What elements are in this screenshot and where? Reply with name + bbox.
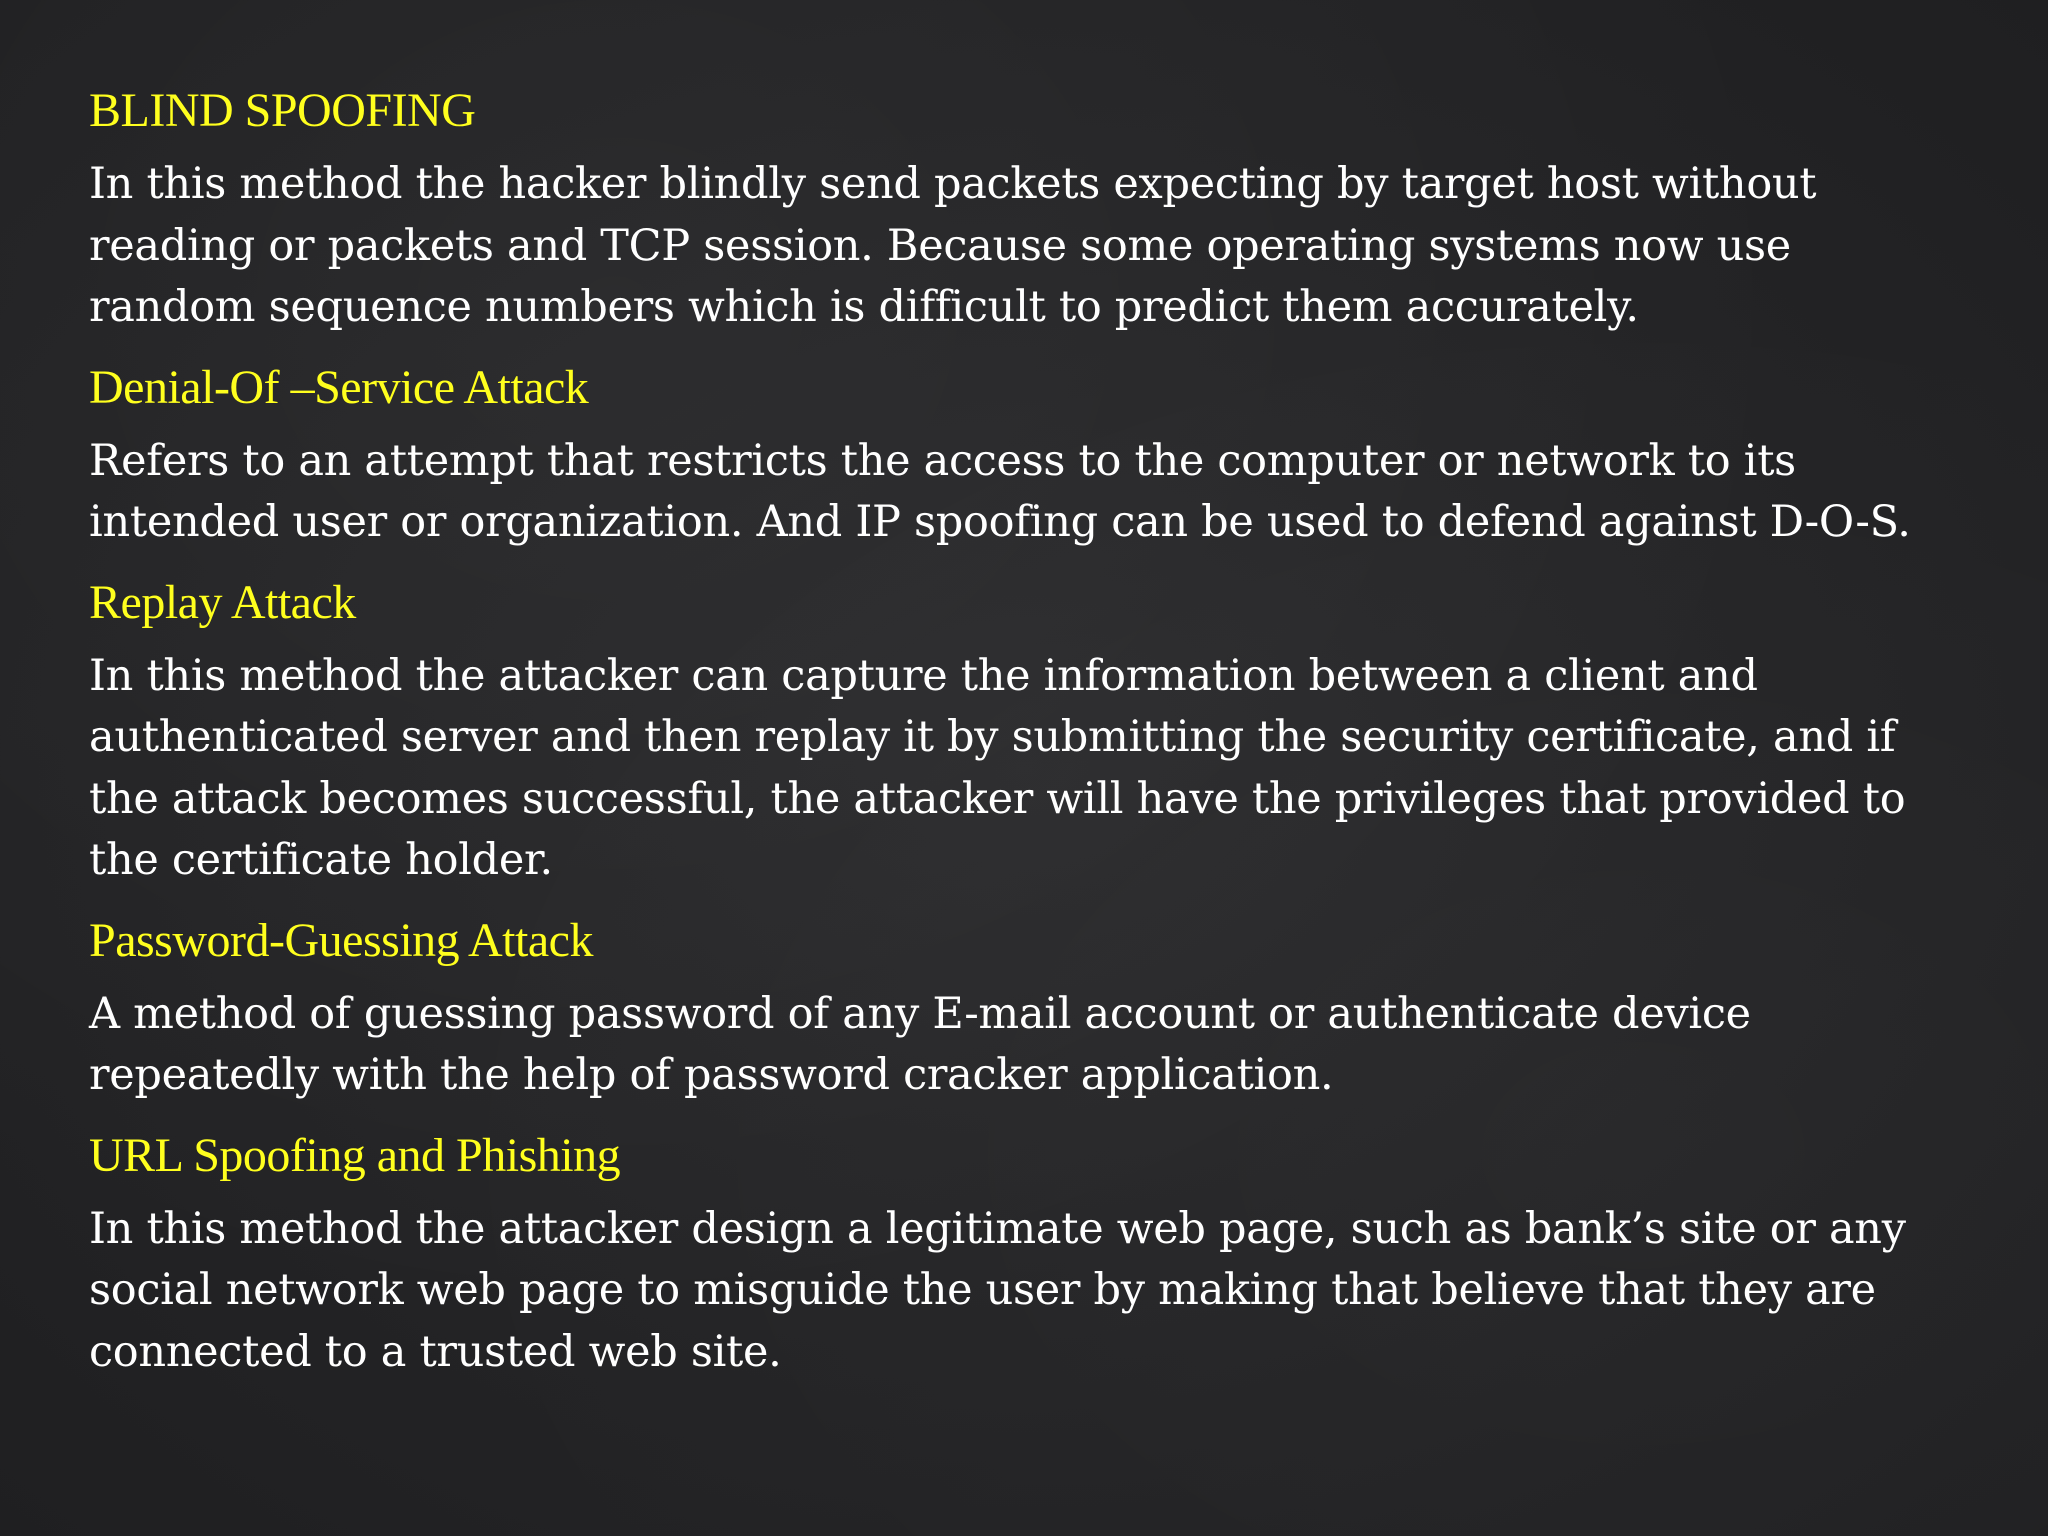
section-heading: Denial-Of –Service Attack (89, 360, 589, 414)
body-line: reading or packets and TCP session. Because some operating systems now use (89, 220, 1791, 271)
slide-content (89, 80, 1989, 1401)
section-url-spoofing (89, 1125, 1989, 1384)
body-line: In this method the hacker blindly send packets expecting by target host without (89, 159, 1817, 209)
section-heading: URL Spoofing and Phishing (89, 1128, 621, 1182)
body-line: the certificate holder. (89, 835, 553, 885)
body-line: In this method the attacker can capture the information between a client and (89, 650, 1758, 701)
section-heading: BLIND SPOOFING (89, 84, 476, 137)
body-line: authenticated server and then replay it by submitting the security certificate, and if (89, 712, 1896, 762)
body-line: connected to a trusted web site. (89, 1326, 782, 1377)
section-body (89, 1199, 1989, 1384)
body-line: A method of guessing password of any E-mail account or authenticate device (89, 988, 1751, 1039)
section-body (89, 154, 1989, 339)
section-denial-of-service (89, 357, 1989, 554)
section-body (89, 646, 1989, 892)
body-line: repeatedly with the help of password cracker application. (89, 1050, 1334, 1100)
body-line: Refers to an attempt that restricts the access to the computer or network to its (89, 435, 1796, 486)
body-line: the attack becomes successful, the attacker will have the privileges that provided to (89, 773, 1906, 824)
section-blind-spoofing (89, 80, 1989, 339)
body-line: social network web page to misguide the user by making that believe that they are (89, 1265, 1876, 1315)
section-heading: Password-Guessing Attack (89, 913, 593, 967)
body-line: In this method the attacker design a legitimate web page, such as bank’s site or any (89, 1203, 1906, 1254)
body-line: random sequence numbers which is difficult to predict them accurately. (89, 282, 1639, 332)
section-replay-attack (89, 572, 1989, 892)
section-heading: Replay Attack (89, 575, 356, 629)
section-password-guessing (89, 910, 1989, 1107)
section-body (89, 984, 1989, 1107)
section-body (89, 431, 1989, 554)
body-line: intended user or organization. And IP spoofing can be used to defend against D-O-S. (89, 497, 1911, 547)
